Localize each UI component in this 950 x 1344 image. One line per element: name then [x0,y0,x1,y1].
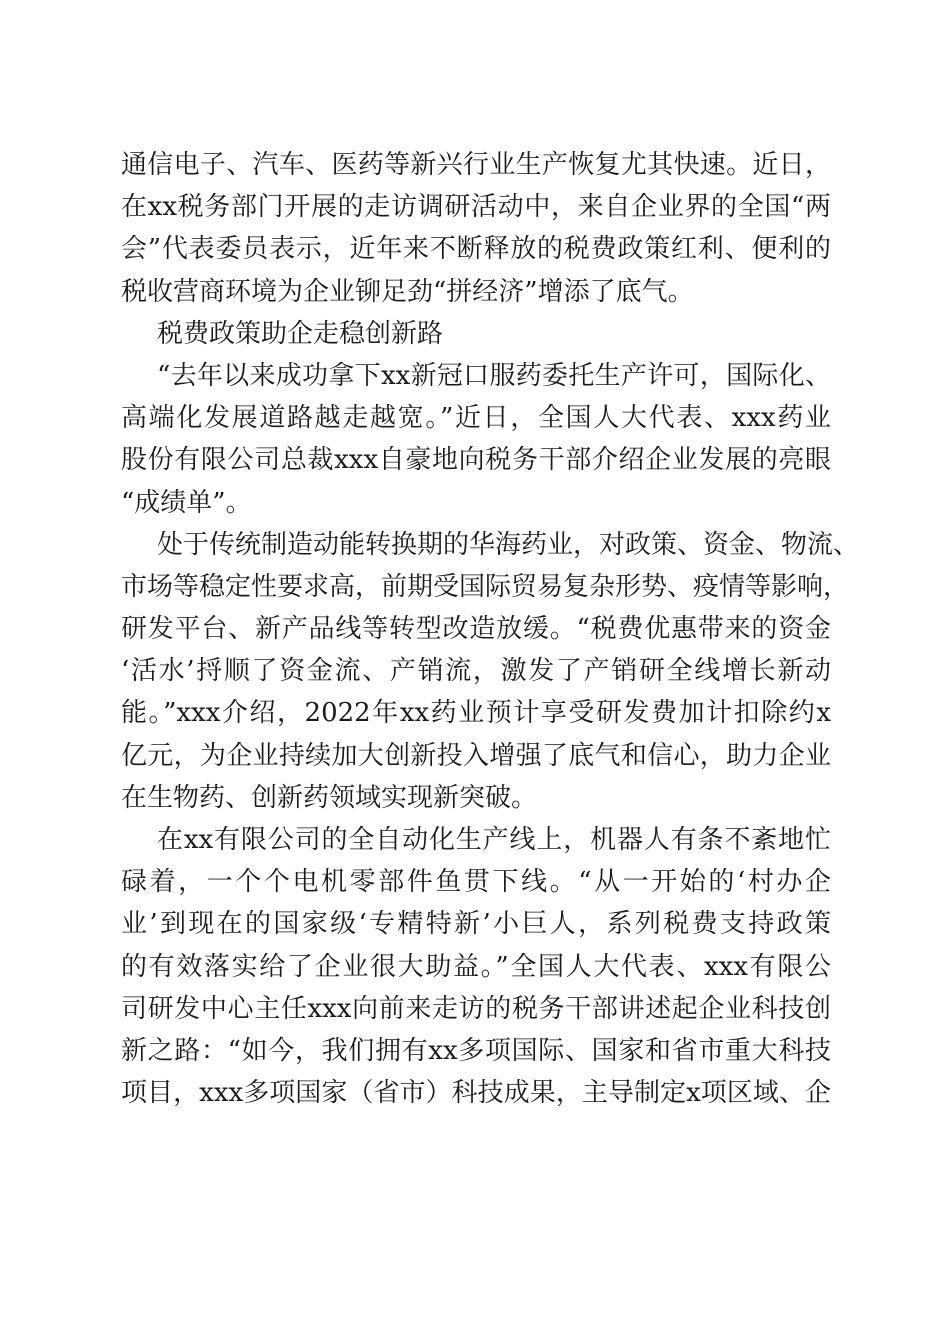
text-line: 项目，xxx多项国家（省市）科技成果，主导制定x项区域、企 [121,1078,831,1109]
text-line: 业’到现在的国家级‘专精特新’小巨人，系列税费支持政策 [121,909,831,940]
text-line: “成绩单”。 [121,487,252,518]
text-line: 通信电子、汽车、医药等新兴行业生产恢复尤其快速。近日， [121,150,831,180]
text-line: 高端化发展道路越走越宽。”近日，全国人大代表、xxx药业 [121,403,831,434]
text-line: 市场等稳定性要求高，前期受国际贸易复杂形势、疫情等影响， [121,571,850,602]
text-line: “去年以来成功拿下xx新冠口服药委托生产许可，国际化、 [157,360,831,391]
text-line: 会”代表委员表示，近年来不断释放的税费政策红利、便利的 [121,234,831,265]
section-heading: 税费政策助企走稳创新路 [157,318,444,349]
text-line: 研发平台、新产品线等转型改造放缓。“税费优惠带来的资金 [121,614,831,645]
article-body [121,144,860,1114]
text-line: 在xx有限公司的全自动化生产线上，机器人有条不紊地忙 [157,825,831,855]
text-line: 税收营商环境为企业铆足劲“拼经济”增添了底气。 [121,276,694,307]
text-line: 能。”xxx介绍，2022年xx药业预计享受研发费加计扣除约x [121,698,831,729]
text-line: 碌着，一个个电机零部件鱼贯下线。“从一开始的‘村办企 [121,867,831,898]
text-line: 司研发中心主任xxx向前来走访的税务干部讲述起企业科技创 [121,993,831,1024]
text-line: 股份有限公司总裁xxx自豪地向税务干部介绍企业发展的亮眼 [121,445,831,476]
text-line: ‘活水’捋顺了资金流、产销流，激发了产销研全线增长新动 [121,656,831,687]
text-line: 亿元，为企业持续加大创新投入增强了底气和信心，助力企业 [121,740,831,771]
text-line: 在xx税务部门开展的走访调研活动中，来自企业界的全国“两 [121,192,831,223]
text-line: 在生物药、创新药领域实现新突破。 [121,782,538,813]
text-line: 新之路：“如今，我们拥有xx多项国际、国家和省市重大科技 [121,1035,831,1066]
text-line: 的有效落实给了企业很大助益。”全国人大代表、xxx有限公 [121,951,831,982]
text-line: 处于传统制造动能转换期的华海药业，对政策、资金、物流、 [157,529,860,560]
